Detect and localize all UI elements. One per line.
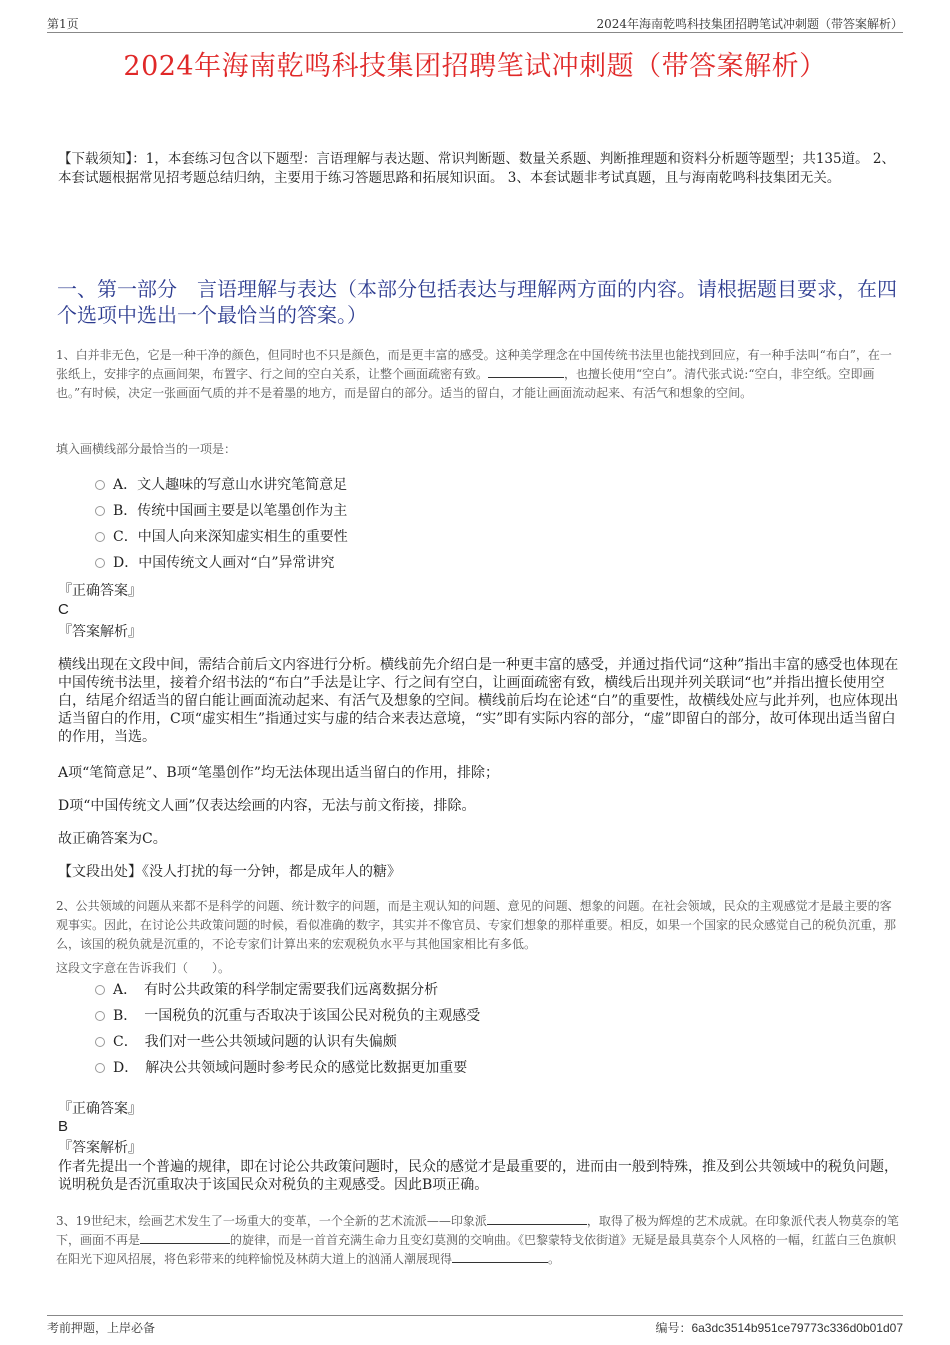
option-d[interactable]: D．中国传统文人画对“白”异常讲究 (95, 550, 348, 576)
blank-line (488, 365, 564, 378)
page-number: 第1页 (47, 17, 79, 31)
option-c[interactable]: C． 我们对一些公共领域问题的认识有失偏颇 (95, 1029, 480, 1055)
option-b[interactable]: B．传统中国画主要是以笔墨创作为主 (95, 498, 348, 524)
question-2-options (95, 977, 480, 1081)
blank-line (487, 1212, 587, 1225)
correct-answer: C (58, 601, 69, 618)
radio-icon[interactable] (95, 1037, 105, 1047)
analysis-label: 『答案解析』 (58, 1140, 142, 1156)
answer-label: 『正确答案』 (58, 583, 142, 599)
analysis-text: D项“中国传统文人画”仅表达绘画的内容，无法与前文衔接，排除。 (58, 798, 476, 814)
option-a[interactable]: A． 有时公共政策的科学制定需要我们远离数据分析 (95, 977, 480, 1003)
section-title: 一、第一部分 言语理解与表达（本部分包括表达与理解两方面的内容。请根据题目要求，在四个选项中选出一个最恰当的答案。） (57, 277, 897, 327)
download-notice: 【下载须知】：1，本套练习包含以下题型：言语理解与表达题、常识判断题、数量关系题、判断推理题和资料分析题等题型；共135道。 2、本套试题根据常见招考题总结归纳，主要用于练习答题思路和拓展知识面。 3、本套试题非考试真题，且与海南乾鸣科技集团无关。 (58, 151, 895, 186)
footer-slogan: 考前押题，上岸必备 (47, 1321, 156, 1335)
document-code: 编号：6a3dc3514b951ce79773c336d0b01d07 (655, 1321, 903, 1335)
radio-icon[interactable] (95, 532, 105, 542)
page-title: 2024年海南乾鸣科技集团招聘笔试冲刺题（带答案解析） (123, 51, 827, 82)
blank-line (452, 1250, 548, 1263)
option-a[interactable]: A．文人趣味的写意山水讲究笔简意足 (95, 472, 348, 498)
answer-label: 『正确答案』 (58, 1101, 142, 1117)
analysis-conclusion: 故正确答案为C。 (58, 831, 167, 847)
radio-icon[interactable] (95, 480, 105, 490)
option-b[interactable]: B． 一国税负的沉重与否取决于该国公民对税负的主观感受 (95, 1003, 480, 1029)
page-footer (47, 1315, 903, 1335)
question-3-stem: 3、19世纪末，绘画艺术发生了一场重大的变革，一个全新的艺术流派——印象派 ，取得了极为辉煌的艺术成就。在印象派代表人物莫奈的笔下，画面不再是 的旋律，而是一首首充满生命力且变幻莫测的交响曲。《巴黎蒙特戈依街道》无疑是最具莫奈个人风格的一幅，红蓝白三色旗帜在阳光下迎风招展，将色彩带来的纯粹愉悦及林荫大道上的汹涌人潮展现得 。 (56, 1214, 899, 1266)
question-2-stem: 2、公共领域的问题从来都不是科学的问题、统计数字的问题，而是主观认知的问题、意见的问题、想象的问题。在社会领域，民众的主观感觉才是最主要的客观事实。因此，在讨论公共政策问题的时候，看似准确的数字，其实并不像官员、专家们想象的那样重要。相反，如果一个国家的民众感觉自己的税负沉重，那么，该国的税负就是沉重的，不论专家们计算出来的宏观税负水平与其他国家相比有多低。 (56, 899, 897, 951)
page-header (47, 12, 903, 33)
blank-line (140, 1231, 230, 1244)
analysis-text: 横线出现在文段中间，需结合前后文内容进行分析。横线前先介绍白是一种更丰富的感受，并通过指代词“这种”指出丰富的感受也体现在中国传统书法里，接着介绍书法的“布白”手法是让字、行之间有空白，让画面疏密有致，横线后出现并列关联词“也”并指出擅长使用空白，结尾介绍适当的留白能让画面流动起来、有活气及想象的空间。横线前后均在论述“白”的重要性，故横线处应与此并列，也应体现出适当留白的作用，C项“虚实相生”指通过实与虚的结合来表达意境，“实”即有实际内容的部分，“虚”即留白的部分，故可体现出适当留白的作用，当选。 (58, 657, 899, 745)
source-note: 【文段出处】《没人打扰的每一分钟，都是成年人的糖》 (58, 864, 401, 880)
radio-icon[interactable] (95, 506, 105, 516)
question-1-options (95, 472, 348, 576)
analysis-label: 『答案解析』 (58, 624, 142, 640)
option-d[interactable]: D． 解决公共领域问题时参考民众的感觉比数据更加重要 (95, 1055, 480, 1081)
radio-icon[interactable] (95, 1063, 105, 1073)
option-c[interactable]: C．中国人向来深知虚实相生的重要性 (95, 524, 348, 550)
question-1-stem: 1、白并非无色，它是一种干净的颜色，但同时也不只是颜色，而是更丰富的感受。这种美学理念在中国传统书法里也能找到回应，有一种手法叫“布白”，在一张纸上，安排字的点画间架，布置字、行之间的空白关系，让整个画面疏密有致。 ，也擅长使用“空白”。清代张式说:“空白，非空纸。空即画也。”有时候，决定一张画面气质的并不是着墨的地方，而是留白的部分。适当的留白，才能让画面流动起来、有活气和想象的空间。 (56, 348, 892, 400)
radio-icon[interactable] (95, 985, 105, 995)
radio-icon[interactable] (95, 558, 105, 568)
analysis-text: 作者先提出一个普遍的规律，即在讨论公共政策问题时，民众的感觉才是最重要的，进而由一般到特殊，推及到公共领域中的税负问题，说明税负是否沉重取决于该国民众对税负的主观感受。因此B项正确。 (58, 1159, 898, 1193)
correct-answer: B (58, 1118, 69, 1135)
analysis-text: A项“笔简意足”、B项“笔墨创作”均无法体现出适当留白的作用，排除； (58, 765, 500, 781)
question-1-prompt: 填入画横线部分最恰当的一项是： (56, 442, 237, 456)
header-doc-title: 2024年海南乾鸣科技集团招聘笔试冲刺题（带答案解析） (596, 17, 903, 31)
question-2-prompt: 这段文字意在告诉我们（ ）。 (56, 961, 231, 975)
radio-icon[interactable] (95, 1011, 105, 1021)
